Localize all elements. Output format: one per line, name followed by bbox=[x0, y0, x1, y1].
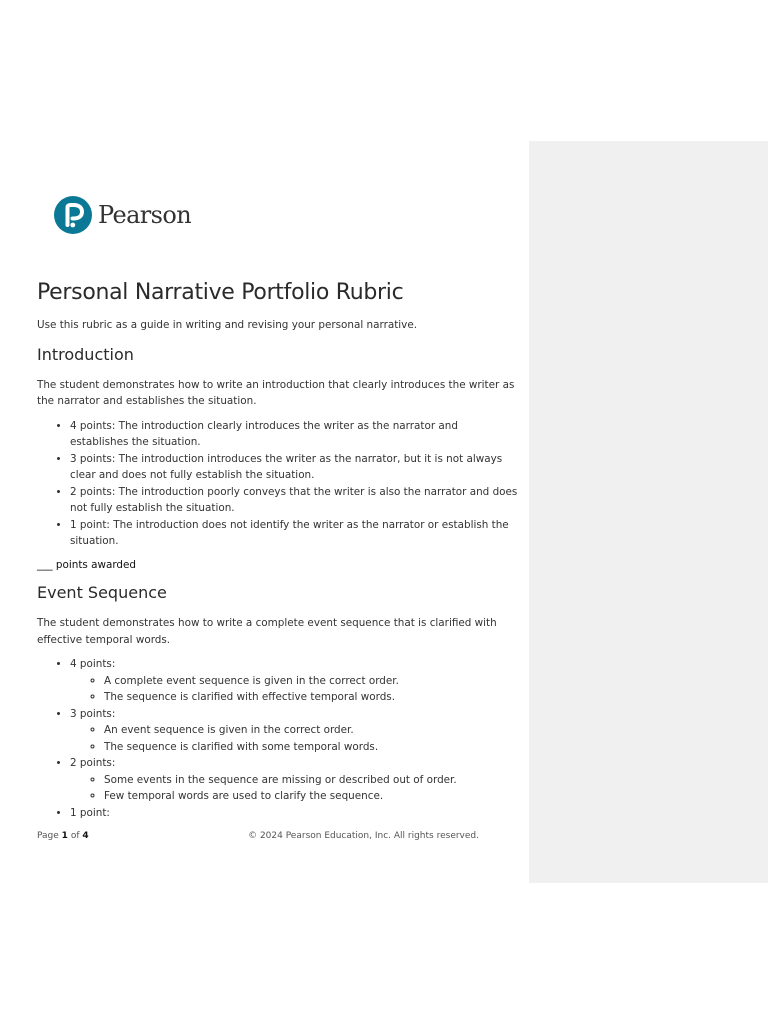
criteria-item bbox=[70, 706, 519, 756]
page-footer bbox=[37, 831, 479, 841]
criteria-item bbox=[70, 656, 519, 706]
criteria-item bbox=[70, 755, 519, 805]
page-current: 1 bbox=[61, 831, 68, 841]
section-description-event-sequence: The student demonstrates how to write a complete event sequence that is clarified with effective temporal words. bbox=[37, 617, 497, 646]
criteria-label: 2 points: bbox=[70, 757, 116, 769]
criteria-item: • 1 point: The introduction does not identify the writer as the narrator or establish the situation. bbox=[70, 517, 519, 550]
criteria-label: 4 points: bbox=[70, 658, 116, 670]
comment-pane bbox=[529, 141, 768, 883]
criteria-subitem: ◦ A complete event sequence is given in the correct order. bbox=[104, 673, 519, 690]
points-awarded: ___ points awarded bbox=[37, 558, 137, 571]
section-description-introduction: The student demonstrates how to write an introduction that clearly introduces the writer as the narrator and establishes the situation. bbox=[37, 378, 515, 407]
criteria-sublist bbox=[70, 772, 519, 805]
criteria-sublist bbox=[70, 722, 519, 755]
criteria-sublist bbox=[70, 673, 519, 706]
criteria-subitem: ◦ Some events in the sequence are missing or described out of order. bbox=[104, 772, 519, 789]
criteria-label: 1 point: bbox=[70, 806, 110, 819]
copyright: © 2024 Pearson Education, Inc. All rights reserved. bbox=[248, 831, 479, 841]
criteria-item: • 2 points: The introduction poorly conveys that the writer is also the narrator and does not fully establish the situation. bbox=[70, 484, 519, 517]
document-body bbox=[37, 278, 519, 821]
introduction-criteria-list bbox=[37, 418, 519, 550]
criteria-subitem: ◦ The sequence is clarified with some temporal words. bbox=[104, 739, 519, 756]
pearson-wordmark: Pearson bbox=[98, 201, 192, 229]
criteria-subitem: ◦ The sequence is clarified with effective temporal words. bbox=[104, 689, 519, 706]
criteria-item: • 4 points: The introduction clearly introduces the writer as the narrator and establishes the situation. bbox=[70, 418, 519, 451]
criteria-subitem: ◦ Few temporal words are used to clarify the sequence. bbox=[104, 788, 519, 805]
section-heading-introduction: Introduction bbox=[37, 344, 134, 364]
criteria-subitem: ◦ An event sequence is given in the correct order. bbox=[104, 722, 519, 739]
pearson-p-icon bbox=[54, 196, 92, 234]
page-total: 4 bbox=[82, 831, 89, 841]
event-sequence-criteria-list bbox=[37, 656, 519, 821]
page-title: Personal Narrative Portfolio Rubric bbox=[37, 280, 404, 305]
criteria-item: • 3 points: The introduction introduces the writer as the narrator, but it is not always clear and does not fully establish the situation. bbox=[70, 451, 519, 484]
criteria-label: 3 points: bbox=[70, 707, 116, 720]
criteria-item bbox=[70, 805, 519, 822]
pearson-logo bbox=[54, 195, 191, 235]
intro-text: Use this rubric as a guide in writing and revising your personal narrative. bbox=[37, 319, 418, 331]
section-heading-event-sequence: Event Sequence bbox=[37, 583, 167, 602]
page-number: Page 1 of 4 bbox=[37, 831, 89, 841]
